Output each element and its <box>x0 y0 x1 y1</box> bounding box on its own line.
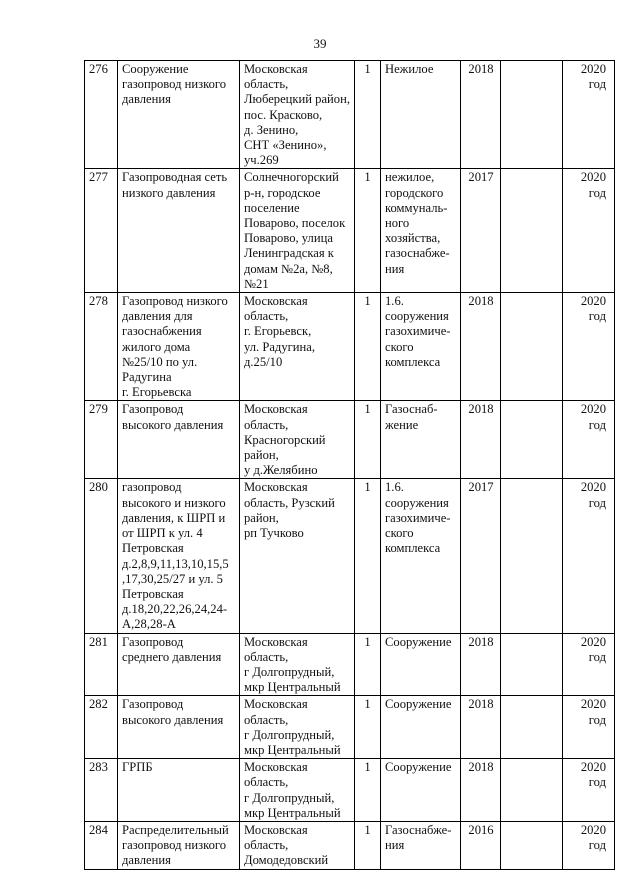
object-quantity: 1 <box>355 169 381 293</box>
empty-cell <box>501 821 563 869</box>
object-year: 2016 <box>461 821 501 869</box>
table-row <box>85 759 615 822</box>
deadline: 2020 год <box>563 759 615 822</box>
object-name: Сооружение газопровод низкого давления <box>118 61 240 169</box>
object-address: Солнечногорский р-н, городское поселение Поварово, поселок Поварово, улица Ленинградская к домам №2а, №8, №21 <box>240 169 355 293</box>
row-number: 280 <box>85 479 118 633</box>
object-quantity: 1 <box>355 293 381 401</box>
object-address: Московская область, г. Егорьевск, ул. Радугина, д.25/10 <box>240 293 355 401</box>
object-name: Распределительный газопровод низкого давления <box>118 821 240 869</box>
empty-cell <box>501 293 563 401</box>
object-type: Сооружение <box>381 633 461 696</box>
row-number: 283 <box>85 759 118 822</box>
row-number: 277 <box>85 169 118 293</box>
deadline: 2020 год <box>563 61 615 169</box>
row-number: 284 <box>85 821 118 869</box>
empty-cell <box>501 401 563 479</box>
table-row <box>85 61 615 169</box>
object-year: 2017 <box>461 169 501 293</box>
deadline: 2020 год <box>563 293 615 401</box>
empty-cell <box>501 479 563 633</box>
object-address: Московская область, Домодедовский <box>240 821 355 869</box>
object-year: 2018 <box>461 633 501 696</box>
object-name: Газопровод высокого давления <box>118 696 240 759</box>
empty-cell <box>501 696 563 759</box>
object-year: 2017 <box>461 479 501 633</box>
table-row <box>85 696 615 759</box>
object-name: ГРПБ <box>118 759 240 822</box>
object-address: Московская область, г Долгопрудный, мкр Центральный <box>240 696 355 759</box>
object-type: Газоснабже- ния <box>381 821 461 869</box>
object-type: Сооружение <box>381 696 461 759</box>
object-address: Московская область, Люберецкий район, пос. Красково, д. Зенино, СНТ «Зенино», уч.269 <box>240 61 355 169</box>
table-row <box>85 479 615 633</box>
object-type: Сооружение <box>381 759 461 822</box>
table-row <box>85 293 615 401</box>
object-name: Газопровод высокого давления <box>118 401 240 479</box>
object-year: 2018 <box>461 61 501 169</box>
object-name: газопровод высокого и низкого давления, к ШРП и от ШРП к ул. 4 Петровская д.2,8,9,11,13,10,15,5 ,17,30,25/27 и ул. 5 Петровская д.18,20,22,26,24,24- А,28,28-А <box>118 479 240 633</box>
object-quantity: 1 <box>355 479 381 633</box>
object-quantity: 1 <box>355 696 381 759</box>
row-number: 282 <box>85 696 118 759</box>
row-number: 276 <box>85 61 118 169</box>
object-type: Нежилое <box>381 61 461 169</box>
object-address: Московская область, г Долгопрудный, мкр Центральный <box>240 633 355 696</box>
deadline: 2020 год <box>563 479 615 633</box>
object-quantity: 1 <box>355 759 381 822</box>
object-year: 2018 <box>461 401 501 479</box>
row-number: 279 <box>85 401 118 479</box>
object-quantity: 1 <box>355 821 381 869</box>
empty-cell <box>501 61 563 169</box>
table-row <box>85 821 615 869</box>
object-year: 2018 <box>461 696 501 759</box>
empty-cell <box>501 169 563 293</box>
row-number: 281 <box>85 633 118 696</box>
object-type: 1.6. сооружения газохимиче- ского комплекса <box>381 293 461 401</box>
object-year: 2018 <box>461 293 501 401</box>
empty-cell <box>501 759 563 822</box>
object-type: нежилое, городского коммуналь- ного хозяйства, газоснабже- ния <box>381 169 461 293</box>
object-address: Московская область, Красногорский район, у д.Желябино <box>240 401 355 479</box>
table-row <box>85 633 615 696</box>
object-type: 1.6. сооружения газохимиче- ского комплекса <box>381 479 461 633</box>
registry-table <box>84 60 615 870</box>
object-year: 2018 <box>461 759 501 822</box>
deadline: 2020 год <box>563 633 615 696</box>
deadline: 2020 год <box>563 401 615 479</box>
deadline: 2020 год <box>563 696 615 759</box>
object-name: Газопровод низкого давления для газоснабжения жилого дома №25/10 по ул. Радугина г. Егорьевска <box>118 293 240 401</box>
deadline: 2020 год <box>563 821 615 869</box>
object-name: Газопровод среднего давления <box>118 633 240 696</box>
object-quantity: 1 <box>355 633 381 696</box>
object-quantity: 1 <box>355 61 381 169</box>
empty-cell <box>501 633 563 696</box>
deadline: 2020 год <box>563 169 615 293</box>
row-number: 278 <box>85 293 118 401</box>
table-row <box>85 169 615 293</box>
object-type: Газоснаб- жение <box>381 401 461 479</box>
page-number: 39 <box>313 36 327 51</box>
table-row <box>85 401 615 479</box>
object-address: Московская область, г Долгопрудный, мкр Центральный <box>240 759 355 822</box>
object-name: Газопроводная сеть низкого давления <box>118 169 240 293</box>
object-quantity: 1 <box>355 401 381 479</box>
object-address: Московская область, Рузский район, рп Тучково <box>240 479 355 633</box>
